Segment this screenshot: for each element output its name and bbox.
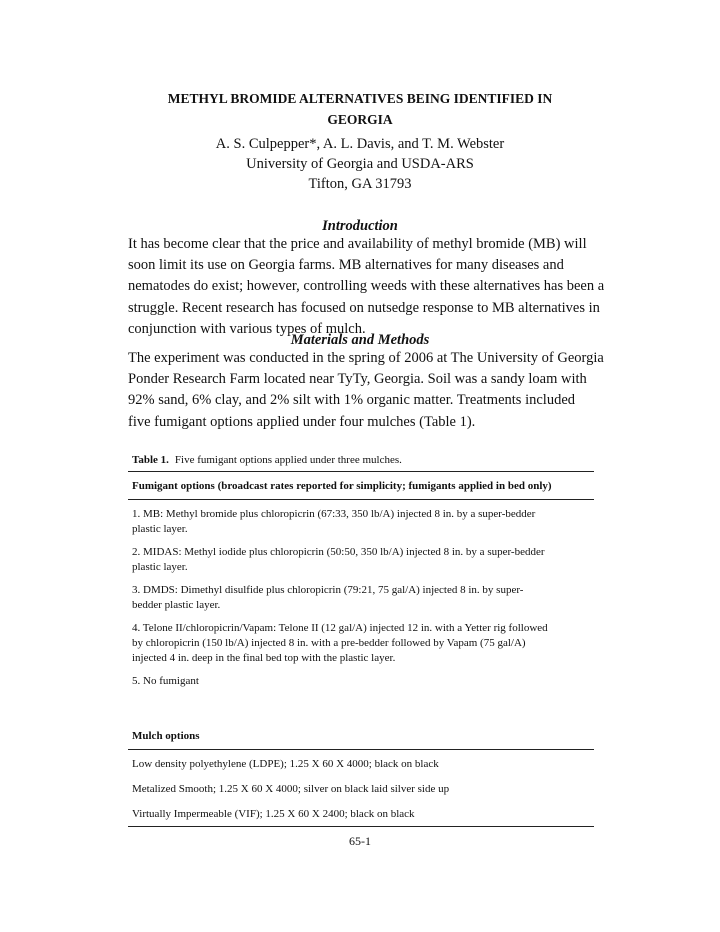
mulch-option-line: Virtually Impermeable (VIF); 1.25 X 60 X 2400; black on black bbox=[132, 808, 415, 820]
author-names: A. S. Culpepper*, A. L. Davis, and T. M. Webster bbox=[215, 136, 505, 152]
intro-line: conjunction with various types of mulch. bbox=[128, 320, 366, 337]
mulch-options-header: Mulch options bbox=[132, 730, 200, 742]
introduction-heading: Introduction bbox=[322, 218, 398, 234]
author-block bbox=[128, 134, 592, 194]
fumigant-options-header: Fumigant options (broadcast rates reported for simplicity; fumigants applied in bed only) bbox=[132, 480, 552, 492]
fumigant-option-item bbox=[128, 545, 594, 575]
author-affiliation: University of Georgia and USDA-ARS bbox=[246, 156, 474, 172]
methods-line: 92% sand, 6% clay, and 2% silt with 1% organic matter. Treatments included bbox=[128, 392, 576, 409]
fumigant-option-line: by chloropicrin (150 lb/A) injected 8 in. with a pre-bedder followed by Vapam (75 gal/A) bbox=[132, 637, 526, 649]
methods-paragraph bbox=[128, 348, 604, 433]
mulch-option-line: Metalized Smooth; 1.25 X 60 X 4000; silver on black laid silver side up bbox=[132, 783, 450, 795]
intro-line: soon limit its use on Georgia farms. MB alternatives for many diseases and bbox=[128, 257, 564, 274]
fumigant-option-item bbox=[128, 621, 594, 666]
fumigant-option-line: 4. Telone II/chloropicrin/Vapam: Telone II (12 gal/A) injected 12 in. with a Yetter rig followed bbox=[132, 622, 548, 634]
fumigant-option-line: 2. MIDAS: Methyl iodide plus chloropicrin (50:50, 350 lb/A) injected 8 in. by a super-bedder bbox=[132, 546, 545, 558]
table-label: Table 1. bbox=[132, 454, 169, 466]
table-rule bbox=[128, 749, 594, 750]
mulch-option-item bbox=[128, 782, 594, 797]
methods-line: Ponder Research Farm located near TyTy, Georgia. Soil was a sandy loam with bbox=[128, 371, 587, 388]
methods-heading: Materials and Methods bbox=[290, 332, 430, 348]
table-caption bbox=[132, 452, 594, 468]
intro-line: It has become clear that the price and availability of methyl bromide (MB) will bbox=[128, 236, 587, 252]
page-number: 65-1 bbox=[349, 834, 371, 848]
paper-title bbox=[128, 88, 592, 130]
table-rule bbox=[128, 499, 594, 500]
intro-line: nematodes do exist; however, controlling weeds with these alternatives has been a bbox=[128, 278, 605, 295]
fumigant-option-line: bedder plastic layer. bbox=[132, 599, 221, 611]
fumigant-option-line: 1. MB: Methyl bromide plus chloropicrin (67:33, 350 lb/A) injected 8 in. by a super-bedder bbox=[132, 508, 536, 520]
fumigant-option-item bbox=[128, 583, 594, 613]
fumigant-option-line: injected 4 in. deep in the final bed top with the plastic layer. bbox=[132, 652, 396, 664]
fumigant-option-line: 3. DMDS: Dimethyl disulfide plus chloropicrin (79:21, 75 gal/A) injected 8 in. by super- bbox=[132, 584, 524, 596]
title-line-1: METHYL BROMIDE ALTERNATIVES BEING IDENTIFIED IN bbox=[167, 91, 553, 106]
fumigant-option-item bbox=[128, 674, 594, 689]
fumigant-option-line: plastic layer. bbox=[132, 561, 188, 573]
intro-line: struggle. Recent research has focused on nutsedge response to MB alternatives in bbox=[128, 299, 600, 316]
title-line-2: GEORGIA bbox=[327, 112, 393, 127]
mulch-option-item bbox=[128, 807, 594, 822]
author-location: Tifton, GA 31793 bbox=[308, 176, 412, 192]
table-rule bbox=[128, 826, 594, 827]
methods-line: The experiment was conducted in the spring of 2006 at The University of Georgia bbox=[128, 350, 604, 366]
fumigant-option-item bbox=[128, 507, 594, 537]
fumigant-option-line: 5. No fumigant bbox=[132, 675, 199, 687]
mulch-option-line: Low density polyethylene (LDPE); 1.25 X 60 X 4000; black on black bbox=[132, 758, 439, 770]
table-caption-text: Five fumigant options applied under three mulches. bbox=[174, 454, 402, 466]
introduction-paragraph bbox=[128, 234, 605, 340]
methods-line: five fumigant options applied under four mulches (Table 1). bbox=[128, 413, 476, 430]
fumigant-option-line: plastic layer. bbox=[132, 523, 188, 535]
mulch-option-item bbox=[128, 757, 594, 772]
table-1 bbox=[128, 452, 594, 827]
